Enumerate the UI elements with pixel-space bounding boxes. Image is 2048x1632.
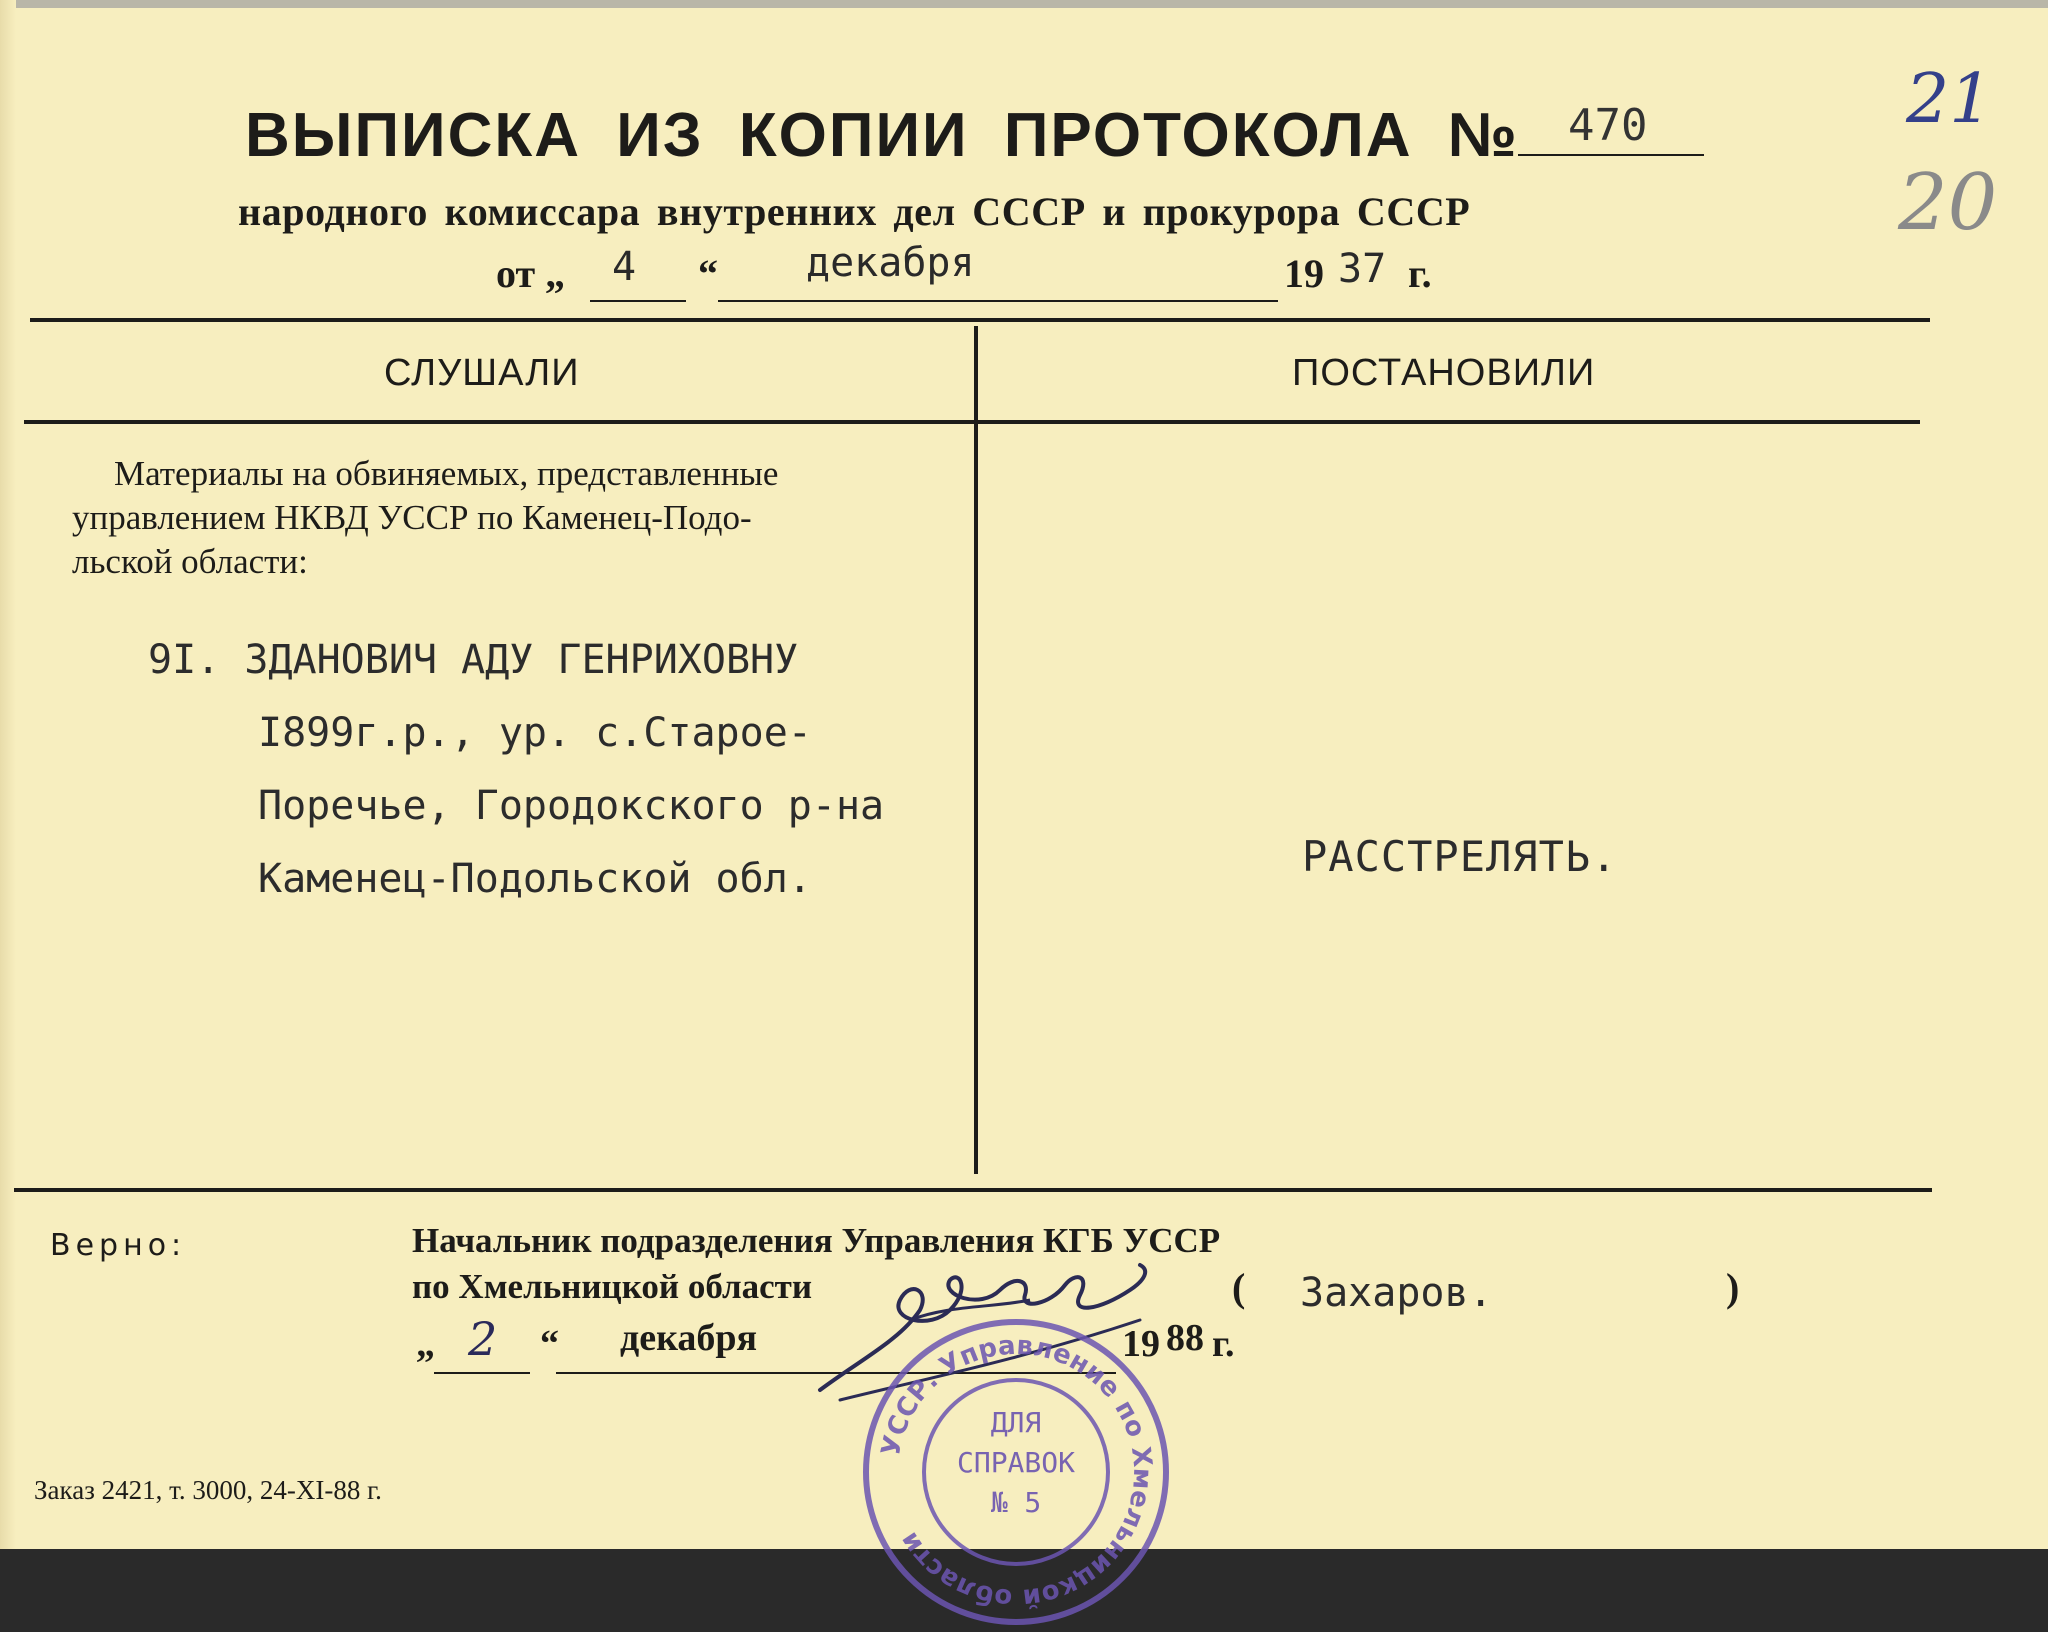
date-quote-close: “ bbox=[698, 251, 718, 296]
signer-name: Захаров. bbox=[1300, 1270, 1493, 1316]
table-column-divider bbox=[974, 326, 978, 1174]
column-header-heard: СЛУШАЛИ bbox=[384, 352, 580, 394]
date-year-unit: г. bbox=[1408, 251, 1432, 296]
svg-text:УССР. Управление по Хмельницко: УССР. Управление по Хмельницкой области bbox=[876, 1330, 1158, 1614]
protocol-number: 470 bbox=[1568, 100, 1648, 151]
svg-text:СПРАВОК: СПРАВОК bbox=[956, 1446, 1076, 1479]
margin-number-top: 21 bbox=[1906, 60, 1993, 139]
date-year-prefix: 19 bbox=[1284, 251, 1324, 296]
signer-paren-close: ) bbox=[1726, 1265, 1740, 1310]
document-title: ВЫПИСКА ИЗ КОПИИ ПРОТОКОЛА № bbox=[245, 101, 1519, 170]
table-top-rule bbox=[30, 318, 1930, 322]
accused-detail-line: Каменец-Подольской обл. bbox=[258, 856, 812, 902]
accused-detail-line: I899г.р., ур. с.Старое- bbox=[258, 710, 812, 756]
date-day: 4 bbox=[612, 244, 637, 290]
margin-number-bottom: 20 bbox=[1898, 158, 1998, 248]
svg-text:№ 5: № 5 bbox=[990, 1486, 1042, 1519]
materials-line: льской области: bbox=[72, 542, 308, 581]
date-month-underline bbox=[718, 300, 1278, 302]
date-year-suffix: 37 bbox=[1338, 246, 1387, 292]
protocol-number-underline bbox=[1518, 154, 1704, 156]
date-month: декабря bbox=[806, 240, 975, 286]
date-day-underline bbox=[590, 300, 686, 302]
cert-date-day-underline bbox=[434, 1372, 530, 1374]
print-order-note: Заказ 2421, т. 3000, 24-XI-88 г. bbox=[34, 1475, 382, 1505]
cert-date-quote-close: “ bbox=[540, 1323, 559, 1365]
materials-line: Материалы на обвиняемых, представленные bbox=[114, 454, 779, 493]
verdict-text: РАССТРЕЛЯТЬ. bbox=[1302, 832, 1618, 881]
scan-top-edge bbox=[0, 0, 2048, 8]
document-subtitle: народного комиссара внутренних дел СССР и прокурора СССР bbox=[238, 189, 1471, 234]
svg-text:ДЛЯ: ДЛЯ bbox=[990, 1406, 1042, 1439]
date-prefix: от „ bbox=[496, 251, 566, 296]
cert-date-open: „ bbox=[416, 1323, 435, 1365]
accused-entry bbox=[148, 624, 884, 916]
cert-date-month: декабря bbox=[620, 1317, 758, 1359]
paper-left-edge bbox=[0, 0, 16, 1549]
materials-intro bbox=[72, 452, 952, 584]
verno-label: Верно: bbox=[50, 1228, 187, 1263]
cert-date-year-typed: 88 bbox=[1166, 1317, 1204, 1359]
signer-paren-open: ( bbox=[1232, 1265, 1246, 1310]
official-round-stamp bbox=[856, 1312, 1176, 1632]
official-title-line: по Хмельницкой области bbox=[412, 1267, 812, 1306]
cert-date-year-prefix: 19 bbox=[1122, 1323, 1160, 1365]
table-header-rule bbox=[24, 420, 1920, 424]
accused-detail-line: Поречье, Городокского р-на bbox=[258, 783, 885, 829]
accused-name-line: 9I. ЗДАНОВИЧ АДУ ГЕНРИХОВНУ bbox=[148, 637, 799, 683]
cert-date-day: 2 bbox=[468, 1312, 498, 1366]
column-header-decided: ПОСТАНОВИЛИ bbox=[1292, 352, 1596, 394]
cert-date-year-unit: г. bbox=[1212, 1323, 1235, 1365]
official-title-line: Начальник подразделения Управления КГБ УССР bbox=[412, 1221, 1221, 1260]
materials-line: управлением НКВД УССР по Каменец-Подо- bbox=[72, 498, 752, 537]
table-bottom-rule bbox=[14, 1188, 1932, 1192]
